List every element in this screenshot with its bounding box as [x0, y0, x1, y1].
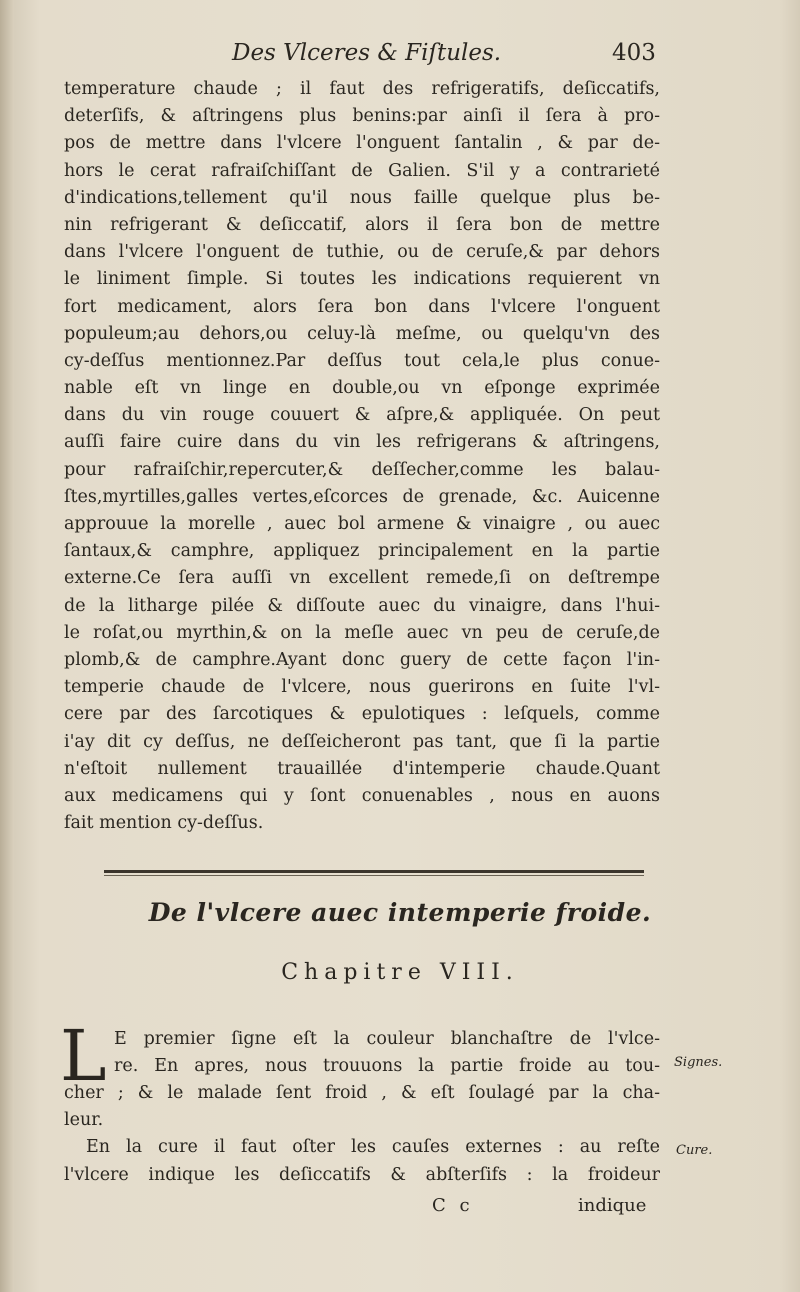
- section-title: De l'vlcere auec intemperie froide.: [148, 898, 652, 927]
- body-line: ſantaux,& camphre, appliquez principalement en la partie: [64, 541, 660, 562]
- page-gutter-edge: [0, 0, 14, 1292]
- running-head-title: Des Vlceres & Fiſtules.: [232, 40, 502, 66]
- chapter-line: re. En apres, nous trouuons la partie froide au tou-: [114, 1056, 660, 1077]
- body-line: temperature chaude ; il faut des refrigeratifs, deſiccatifs,: [64, 79, 660, 99]
- running-head: [0, 40, 800, 76]
- body-line: cy-deſſus mentionnez.Par deſſus tout cela,le plus conue-: [64, 350, 660, 371]
- chapter-line: E premier ſigne eſt la couleur blanchaſtre de l'vlce-: [114, 1029, 660, 1049]
- body-line: temperie chaude de l'vlcere, nous guerirons en ſuite l'vl-: [64, 677, 660, 698]
- body-line: pour rafraiſchir,repercuter,& deſſecher,comme les balau-: [64, 459, 660, 480]
- margin-note-cure: Cure.: [676, 1143, 713, 1158]
- body-line: pos de mettre dans l'vlcere l'onguent ſantalin , & par de-: [64, 133, 660, 154]
- body-line: plomb,& de camphre.Ayant donc guery de cette façon l'in-: [64, 649, 660, 670]
- chapter-line: leur.: [64, 1110, 104, 1131]
- chapter-first-lines: [114, 1026, 660, 1080]
- body-line: nin refrigerant & deſiccatif, alors il ſera bon de mettre: [64, 214, 660, 235]
- body-line: le roſat,ou myrthin,& on la meſle auec vn peu de ceruſe,de: [64, 622, 660, 643]
- chapter-line: En la cure il faut oſter les cauſes externes : au reſte: [86, 1137, 660, 1158]
- body-line: le liniment ſimple. Si toutes les indications requierent vn: [64, 269, 660, 290]
- body-line: approuue la morelle , auec bol armene & vinaigre , ou auec: [64, 514, 660, 534]
- body-line: de la litharge pilée & diſſoute auec du vinaigre, dans l'hui-: [64, 595, 660, 616]
- body-line: fort medicament, alors ſera bon dans l'vlcere l'onguent: [64, 296, 660, 317]
- chapter-rest-lines: [64, 1080, 660, 1189]
- body-line: dans l'vlcere l'onguent de tuthie, ou de ceruſe,& par dehors: [64, 242, 660, 263]
- body-line: aux medicamens qui y ſont conuenables , nous en auons: [64, 785, 660, 806]
- chapter-line: l'vlcere indique les deſiccatifs & abſterſifs : la froideur: [64, 1164, 660, 1185]
- body-line: cere par des ſarcotiques & epulotiques : leſquels, comme: [64, 704, 660, 725]
- body-line: nable eſt vn linge en double,ou vn eſponge exprimée: [64, 378, 660, 399]
- margin-note-signes: Signes.: [674, 1055, 723, 1070]
- drop-cap: L: [60, 1015, 107, 1097]
- body-line: hors le cerat rafraiſchiſſant de Galien. S'il y a contrarieté: [64, 160, 660, 181]
- body-line: d'indications,tellement qu'il nous faille quelque plus be-: [64, 187, 660, 208]
- chapter-heading: Chapitre VIII.: [281, 960, 519, 985]
- page-number: 403: [612, 40, 656, 66]
- body-line: externe.Ce ſera auſſi vn excellent remede,ſi on deſtrempe: [64, 568, 660, 589]
- body-line: n'eſtoit nullement trauaillée d'intemperie chaude.Quant: [64, 758, 660, 779]
- signature-line: [0, 1195, 800, 1225]
- section-divider-thick: [104, 870, 644, 873]
- signature-mark: C c: [432, 1195, 474, 1216]
- body-line: i'ay dit cy deſſus, ne deſſeicheront pas tant, que ſi la partie: [64, 731, 660, 752]
- body-line: dans du vin rouge couuert & aſpre,& appliquée. On peut: [64, 405, 660, 426]
- body-text-block: [64, 76, 660, 837]
- body-line: populeum;au dehors,ou celuy-là meſme, ou quelqu'vn des: [64, 323, 660, 344]
- body-line: deterſifs, & aſtringens plus benins:par ainſi il ſera à pro-: [64, 106, 660, 127]
- body-line: fait mention cy-deſſus.: [64, 813, 264, 834]
- chapter-line: cher ; & le malade ſent froid , & eſt ſoulagé par la cha-: [64, 1083, 660, 1103]
- section-divider-thin: [104, 875, 644, 876]
- body-line: ſtes,myrtilles,galles vertes,eſcorces de grenade, &c. Auicenne: [64, 486, 660, 507]
- catchword: indique: [578, 1195, 647, 1216]
- body-line: auſſi faire cuire dans du vin les refrigerans & aſtringens,: [64, 432, 660, 453]
